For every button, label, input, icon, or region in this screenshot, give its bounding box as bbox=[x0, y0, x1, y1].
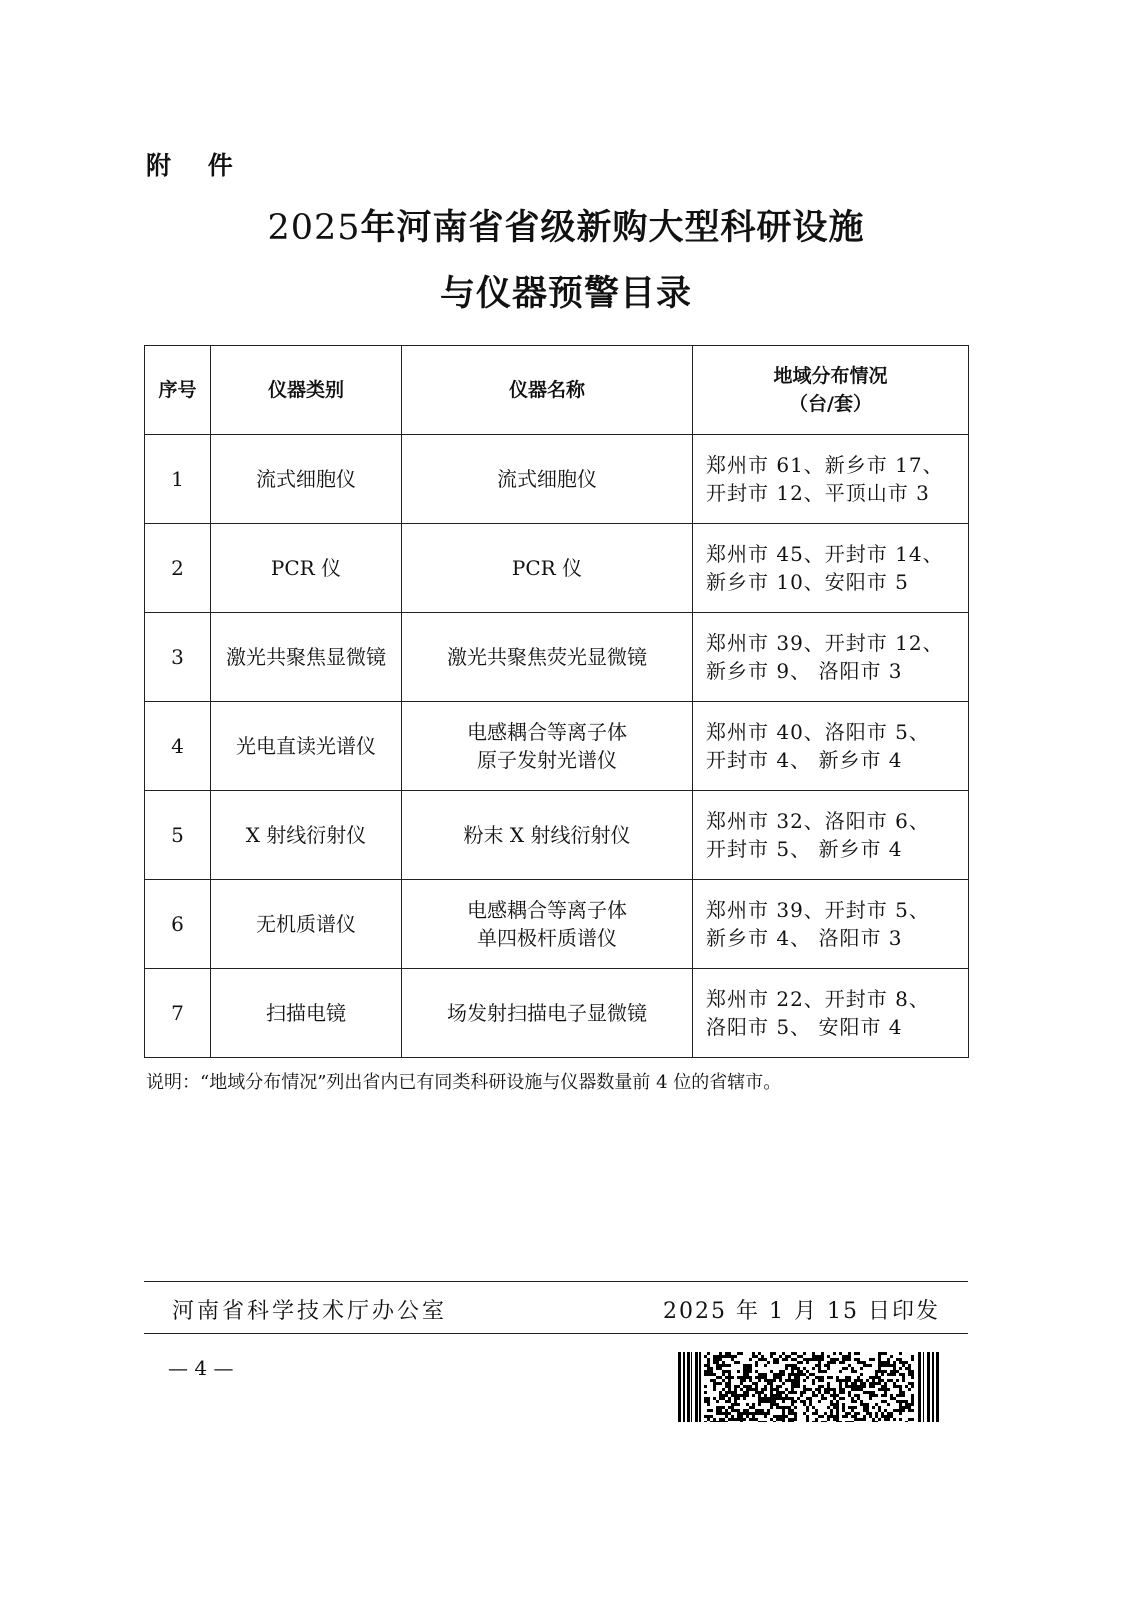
instrument-warning-table bbox=[144, 345, 969, 1058]
cell-name-line1: 电感耦合等离子体 bbox=[467, 720, 627, 744]
cell-name bbox=[402, 613, 693, 702]
page-number: — 4 — bbox=[168, 1356, 234, 1380]
cell-name bbox=[402, 702, 693, 791]
cell-name-line1: PCR 仪 bbox=[511, 556, 583, 580]
issuer: 河南省科学技术厅办公室 bbox=[172, 1299, 448, 1324]
cell-name bbox=[402, 524, 693, 613]
table-row bbox=[145, 880, 969, 969]
cell-name-line1: 流式细胞仪 bbox=[497, 467, 597, 491]
title-year: 2025 bbox=[267, 208, 361, 248]
cell-region-line2: 新乡市 10、安阳市 5 bbox=[706, 570, 909, 594]
cell-name-line1: 激光共聚焦荧光显微镜 bbox=[447, 645, 647, 669]
cell-name bbox=[402, 880, 693, 969]
attachment-label: 附 件 bbox=[146, 151, 247, 180]
cell-region-line1: 郑州市 61、新乡市 17、 bbox=[706, 453, 944, 477]
cell-region bbox=[693, 702, 969, 791]
cell-region-line1: 郑州市 32、洛阳市 6、 bbox=[706, 809, 930, 833]
footer-bottom-rule bbox=[144, 1333, 968, 1334]
cell-seq: 5 bbox=[145, 791, 211, 880]
cell-category: 无机质谱仪 bbox=[211, 880, 402, 969]
header-name: 仪器名称 bbox=[402, 346, 693, 435]
cell-seq: 2 bbox=[145, 524, 211, 613]
cell-region-line2: 开封市 4、 新乡市 4 bbox=[706, 748, 903, 772]
cell-region-line1: 郑州市 22、开封市 8、 bbox=[706, 987, 930, 1011]
cell-region-line1: 郑州市 45、开封市 14、 bbox=[706, 542, 944, 566]
cell-region bbox=[693, 435, 969, 524]
cell-region-line1: 郑州市 40、洛阳市 5、 bbox=[706, 720, 930, 744]
cell-region bbox=[693, 969, 969, 1058]
cell-region-line2: 新乡市 4、 洛阳市 3 bbox=[706, 926, 903, 950]
cell-category: 扫描电镜 bbox=[211, 969, 402, 1058]
cell-name-line2: 原子发射光谱仪 bbox=[477, 748, 617, 772]
table-header-row bbox=[145, 346, 969, 435]
header-seq: 序号 bbox=[145, 346, 211, 435]
cell-region-line2: 洛阳市 5、 安阳市 4 bbox=[706, 1015, 903, 1039]
cell-region bbox=[693, 613, 969, 702]
cell-region-line1: 郑州市 39、开封市 5、 bbox=[706, 898, 930, 922]
document-title-line1 bbox=[0, 200, 1132, 250]
cell-region-line2: 开封市 5、 新乡市 4 bbox=[706, 837, 903, 861]
cell-seq: 1 bbox=[145, 435, 211, 524]
table-row bbox=[145, 435, 969, 524]
table-row bbox=[145, 702, 969, 791]
cell-name-line1: 电感耦合等离子体 bbox=[467, 898, 627, 922]
issue-date: 2025 年 1 月 15 日印发 bbox=[663, 1299, 940, 1324]
title-line1-text: 年河南省省级新购大型科研设施 bbox=[360, 208, 865, 248]
cell-name bbox=[402, 969, 693, 1058]
cell-region-line2: 开封市 12、平顶山市 3 bbox=[706, 481, 930, 505]
header-category: 仪器类别 bbox=[211, 346, 402, 435]
cell-category: X 射线衍射仪 bbox=[211, 791, 402, 880]
table-note: 说明：“地域分布情况”列出省内已有同类科研设施与仪器数量前 4 位的省辖市。 bbox=[146, 1072, 782, 1093]
cell-name-line2: 单四极杆质谱仪 bbox=[477, 926, 617, 950]
cell-seq: 7 bbox=[145, 969, 211, 1058]
table-row bbox=[145, 969, 969, 1058]
cell-category: 流式细胞仪 bbox=[211, 435, 402, 524]
cell-seq: 3 bbox=[145, 613, 211, 702]
document-title-line2: 与仪器预警目录 bbox=[439, 274, 692, 314]
table-body bbox=[145, 435, 969, 1058]
cell-region bbox=[693, 791, 969, 880]
cell-seq: 4 bbox=[145, 702, 211, 791]
cell-name bbox=[402, 435, 693, 524]
header-region bbox=[693, 346, 969, 435]
cell-seq: 6 bbox=[145, 880, 211, 969]
table-row bbox=[145, 791, 969, 880]
cell-category: 光电直读光谱仪 bbox=[211, 702, 402, 791]
table-row bbox=[145, 524, 969, 613]
header-region-line2: （台/套） bbox=[789, 393, 872, 415]
cell-name-line1: 场发射扫描电子显微镜 bbox=[447, 1001, 647, 1025]
barcode-image bbox=[678, 1352, 940, 1422]
cell-region-line2: 新乡市 9、 洛阳市 3 bbox=[706, 659, 903, 683]
footer-top-rule bbox=[144, 1281, 968, 1282]
cell-category: PCR 仪 bbox=[211, 524, 402, 613]
cell-category: 激光共聚焦显微镜 bbox=[211, 613, 402, 702]
cell-region bbox=[693, 880, 969, 969]
cell-name-line1: 粉末 X 射线衍射仪 bbox=[463, 823, 631, 847]
header-region-line1: 地域分布情况 bbox=[773, 365, 888, 387]
table-row bbox=[145, 613, 969, 702]
cell-region-line1: 郑州市 39、开封市 12、 bbox=[706, 631, 944, 655]
cell-region bbox=[693, 524, 969, 613]
cell-name bbox=[402, 791, 693, 880]
